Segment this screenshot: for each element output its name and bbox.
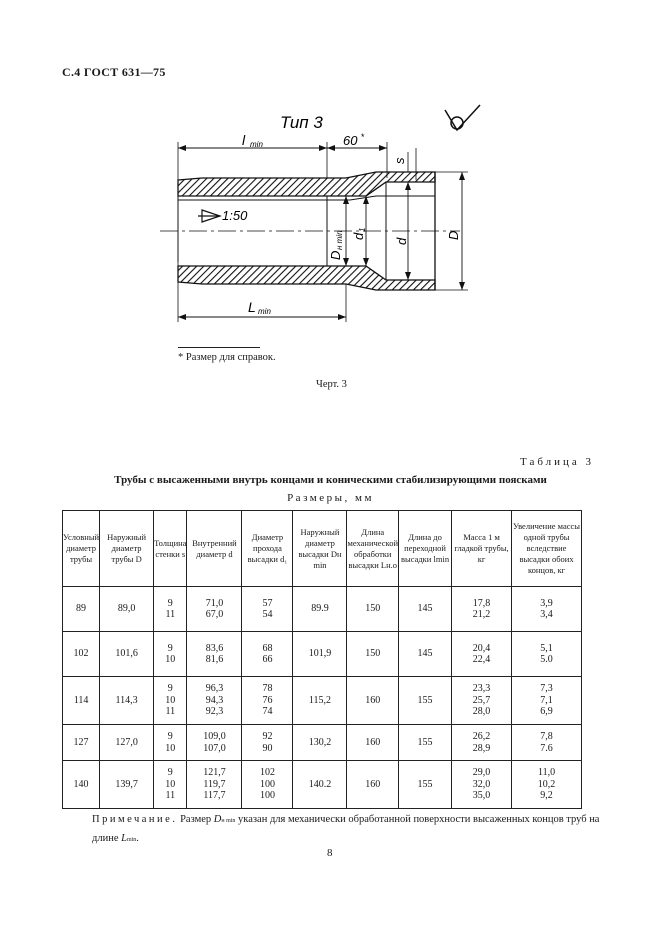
cell-value: 109,0 [203,731,226,742]
table-cell-mass [452,632,512,677]
cell-value: 11,0 [537,767,556,779]
cell-value: 9 [167,597,173,609]
table-cell-lmin: 155 [399,677,452,725]
cell-value: 74 [262,706,273,718]
note-text1: Размер [180,814,212,825]
header-cell: Наружный диаметр высадки Dн min [293,511,347,587]
cell-value: 25,7 [472,694,491,706]
cell-value: 100 [259,790,275,802]
note-symbol-sub: н min [221,818,236,824]
cell-value: 7,3 [540,683,553,695]
header-cell: Наружный диаметр трубы D [100,511,154,587]
cell-value: 9 [167,731,173,742]
table-cell-inc [512,587,582,632]
d-label: d [394,237,409,245]
cell-value: 92,3 [205,706,224,718]
technical-drawing [150,100,490,335]
table-cell-s [154,725,187,761]
cell-value: 66 [262,654,273,665]
cell-value: 121,7 [203,767,226,779]
d1-label: d [351,232,366,240]
cell-value: 35,0 [472,790,491,802]
table-cell-lmin: 155 [399,761,452,809]
cell-value: 32,0 [472,778,491,790]
table-cell-D: 101,6 [100,632,154,677]
table-cell-Dn: 140.2 [293,761,347,809]
Lmin-label: L [248,299,256,315]
table-cell-inc [512,761,582,809]
cell-value: 9 [167,683,173,695]
table-body [63,587,582,809]
table-cell-inc [512,677,582,725]
table-subtitle: Размеры, мм [287,492,374,504]
cell-value: 11 [165,790,176,802]
cell-value: 10 [165,694,176,706]
table-cell-Lno: 150 [347,632,399,677]
cell-value: 117,7 [203,790,226,802]
cell-value: 76 [262,694,273,706]
table-cell-D: 114,3 [100,677,154,725]
table-cell-Dn: 130,2 [293,725,347,761]
cell-value: 90 [262,742,273,754]
cell-value: 5.0 [540,654,553,665]
cell-value: 100 [259,778,275,790]
cell-value: 102 [259,767,275,779]
table-cell-d1 [242,587,293,632]
cell-value: 10,2 [537,778,556,790]
cell-value: 54 [262,609,273,620]
cell-value: 7,8 [540,731,553,742]
table-cell-inc [512,725,582,761]
table-cell-Lno: 160 [347,761,399,809]
lmin-sub: min [250,140,263,149]
table-title: Трубы с высаженными внутрь концами и коническими стабилизирующими поясками [114,474,547,486]
header-cell: Внутренний диаметр d [187,511,242,587]
cell-value: 83,6 [205,642,224,654]
table-cell-s [154,761,187,809]
table-cell-D: 89,0 [100,587,154,632]
cell-value: 28,0 [472,706,491,718]
lmin-label: l [242,132,246,148]
header-cell: Масса 1 м гладкой трубы, кг [452,511,512,587]
cell-value: 9 [167,642,173,654]
dim-60-label: 60 [343,133,358,148]
page-header: С.4 ГОСТ 631—75 [62,65,166,79]
asterisk: * [361,132,365,142]
cell-value: 29,0 [472,767,491,779]
header-cell: Условный диаметр трубы [63,511,100,587]
note-symbol2-sub: min [126,837,137,843]
table-cell-Lno: 160 [347,677,399,725]
note-text2: указан для механически обработанной поверхности высаженных концов труб на длине [92,814,600,844]
cell-value: 57 [262,597,273,609]
table-cell-lmin: 145 [399,587,452,632]
cell-value: 20,4 [472,642,491,654]
cell-value: 6,9 [540,706,553,718]
table-cell-d [187,725,242,761]
table-cell-lmin: 145 [399,632,452,677]
table-cell-d1 [242,632,293,677]
cell-value: 7,1 [540,694,553,706]
table-label: Таблица 3 [520,456,595,468]
table-row [63,761,582,809]
dn-min-sub: н min [335,230,344,250]
dn-min-label: D [328,250,343,260]
table-cell-d [187,587,242,632]
roughness-icon [445,105,480,130]
type-label: Тип 3 [280,113,323,132]
table-cell-Dn: 89.9 [293,587,347,632]
note-symbol2: L [121,833,127,844]
note [92,811,612,849]
cell-value: 119,7 [203,778,226,790]
lower-wall [178,266,435,290]
cell-value: 11 [165,706,176,718]
cell-value: 28,9 [472,742,491,754]
table-cell-Dn: 115,2 [293,677,347,725]
table-cell-cond: 114 [63,677,100,725]
cell-value: 11 [165,609,176,620]
cell-value: 10 [165,778,176,790]
table-cell-D: 127,0 [100,725,154,761]
Lmin-sub: min [258,307,271,316]
cell-value: 9 [167,767,173,779]
table-cell-Dn: 101,9 [293,632,347,677]
header-cell: Длина до переходной высадки lmin [399,511,452,587]
table-cell-d [187,761,242,809]
page-number: 8 [327,847,333,859]
table-cell-mass [452,761,512,809]
table-cell-d1 [242,725,293,761]
table-row [63,587,582,632]
table-cell-d1 [242,677,293,725]
cell-value: 67,0 [205,609,224,620]
cell-value: 92 [262,731,273,742]
table-row [63,725,582,761]
cell-value: 10 [165,654,176,665]
cell-value: 68 [262,642,273,654]
table-row [63,677,582,725]
table-cell-D: 139,7 [100,761,154,809]
table-cell-s [154,632,187,677]
table-cell-mass [452,587,512,632]
table-cell-mass [452,725,512,761]
header-cell: Диаметр прохода высадки d₁ [242,511,293,587]
header-cell: Длина механической обработки высадки Lн.о [347,511,399,587]
cell-value: 22,4 [472,654,491,665]
header-cell: Увеличение массы одной трубы вследствие высадки обоих концов, кг [512,511,582,587]
table-cell-d [187,632,242,677]
cell-value: 17,8 [472,597,491,609]
cell-value: 107,0 [203,742,226,754]
taper-label: 1:50 [222,208,248,223]
pipe-table [62,510,582,809]
cell-value: 9,2 [540,790,553,802]
footnote-rule [178,347,260,348]
table-cell-inc [512,632,582,677]
cell-value: 94,3 [205,694,224,706]
cell-value: 81,6 [205,654,224,665]
cell-value: 3,9 [540,597,553,609]
cell-value: 10 [165,742,176,754]
note-symbol: D [213,814,222,825]
cell-value: 21,2 [472,609,491,620]
table-cell-s [154,677,187,725]
s-label: s [392,157,407,164]
table-cell-cond: 89 [63,587,100,632]
cell-value: 71,0 [205,597,224,609]
table-cell-Lno: 160 [347,725,399,761]
upper-wall [178,172,435,196]
table-cell-d [187,677,242,725]
cell-value: 96,3 [205,683,224,695]
figure-caption: Черт. 3 [316,379,347,390]
note-head: Примечание. [92,814,178,825]
header-cell: Толщина стенки s [154,511,187,587]
cell-value: 78 [262,683,273,695]
D-label: D [446,230,461,240]
table-cell-mass [452,677,512,725]
footnote: * Размер для справок. [178,352,276,363]
cell-value: 26,2 [472,731,491,742]
table-cell-Lno: 150 [347,587,399,632]
cell-value: 3,4 [540,609,553,620]
d1-sub: 1 [358,227,367,232]
note-end: . [136,833,139,844]
table-cell-cond: 140 [63,761,100,809]
table-cell-lmin: 155 [399,725,452,761]
table-cell-s [154,587,187,632]
cell-value: 7.6 [540,742,553,754]
cell-value: 23,3 [472,683,491,695]
cell-value: 5,1 [540,642,553,654]
table-cell-cond: 102 [63,632,100,677]
table-cell-cond: 127 [63,725,100,761]
table-cell-d1 [242,761,293,809]
table-row [63,632,582,677]
